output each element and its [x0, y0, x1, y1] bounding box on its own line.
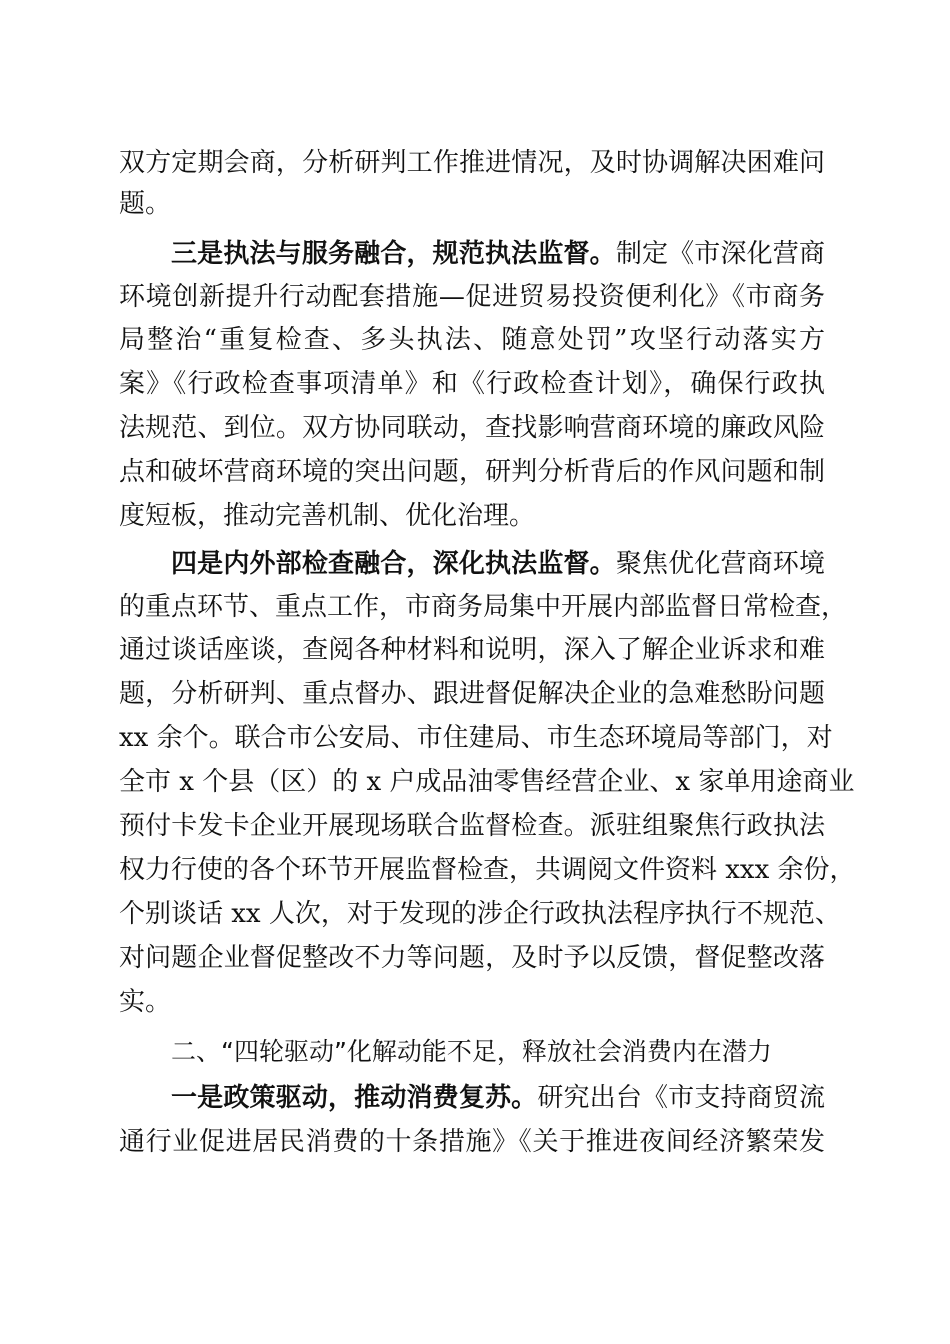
paragraph-3-first-line	[171, 234, 825, 274]
line-text: 研究出台《市支持商贸流	[537, 1083, 825, 1113]
line-text: 案》《行政检查事项清单》和《行政检查计划》，确保行政执	[119, 369, 825, 399]
text-line	[119, 630, 825, 670]
section-heading	[171, 1032, 825, 1072]
text-line	[119, 938, 825, 978]
line-text: 聚焦优化营商环境	[615, 549, 825, 579]
text-line	[119, 850, 856, 890]
text-line	[119, 364, 825, 404]
paragraph-lead: 三是执法与服务融合，规范执法监督。	[171, 239, 616, 269]
line-text: 权力行使的各个环节开展监督检查，共调阅文件资料 xxx 余份，	[119, 855, 856, 885]
line-text: 的重点环节、重点工作，市商务局集中开展内部监督日常检查，	[119, 592, 848, 622]
line-text: 对问题企业督促整改不力等问题，及时予以反馈，督促整改落	[119, 943, 825, 973]
line-text: 全市 x 个县（区）的 x 户成品油零售经营企业、x 家单用途商业	[119, 767, 855, 797]
line-text: xx 余个。联合市公安局、市住建局、市生态环境局等部门，对	[119, 723, 833, 753]
line-text: 制定《市深化营商	[615, 239, 825, 269]
text-line	[119, 587, 848, 627]
line-text: 题。	[119, 189, 172, 219]
text-line	[119, 496, 535, 536]
paragraph-5-first-line	[171, 1078, 825, 1118]
text-line	[119, 982, 171, 1022]
text-line	[119, 184, 171, 224]
text-line	[119, 762, 855, 802]
line-text: 实。	[119, 987, 172, 1017]
line-text: 局整治“重复检查、多头执法、随意处罚”攻坚行动落实方	[119, 325, 825, 355]
line-text: 双方定期会商，分析研判工作推进情况，及时协调解决困难问	[119, 148, 825, 178]
section-heading-text: 二、“四轮驱动”化解动能不足，释放社会消费内在潜力	[171, 1037, 772, 1066]
text-line	[119, 143, 825, 183]
text-line	[119, 806, 825, 846]
text-line	[119, 320, 825, 360]
text-line	[119, 1122, 825, 1162]
line-text: 法规范、到位。双方协同联动，查找影响营商环境的廉政风险	[119, 413, 825, 443]
line-text: 通行业促进居民消费的十条措施》《关于推进夜间经济繁荣发	[119, 1127, 825, 1157]
text-line	[119, 277, 825, 317]
line-text: 环境创新提升行动配套措施—促进贸易投资便利化》《市商务	[119, 282, 825, 312]
paragraph-lead: 一是政策驱动，推动消费复苏。	[171, 1083, 538, 1113]
text-line	[119, 674, 825, 714]
line-text: 通过谈话座谈，查阅各种材料和说明，深入了解企业诉求和难	[119, 635, 825, 665]
paragraph-lead: 四是内外部检查融合，深化执法监督。	[171, 549, 616, 579]
line-text: 个别谈话 xx 人次，对于发现的涉企行政执法程序执行不规范、	[119, 899, 841, 929]
text-line	[119, 718, 833, 758]
text-line	[119, 408, 825, 448]
text-line	[119, 452, 825, 492]
line-text: 预付卡发卡企业开展现场联合监督检查。派驻组聚焦行政执法	[119, 811, 825, 841]
line-text: 度短板，推动完善机制、优化治理。	[119, 501, 536, 531]
line-text: 题，分析研判、重点督办、跟进督促解决企业的急难愁盼问题	[119, 679, 825, 709]
text-line	[119, 894, 841, 934]
paragraph-4-first-line	[171, 544, 825, 584]
line-text: 点和破坏营商环境的突出问题，研判分析背后的作风问题和制	[119, 457, 825, 487]
